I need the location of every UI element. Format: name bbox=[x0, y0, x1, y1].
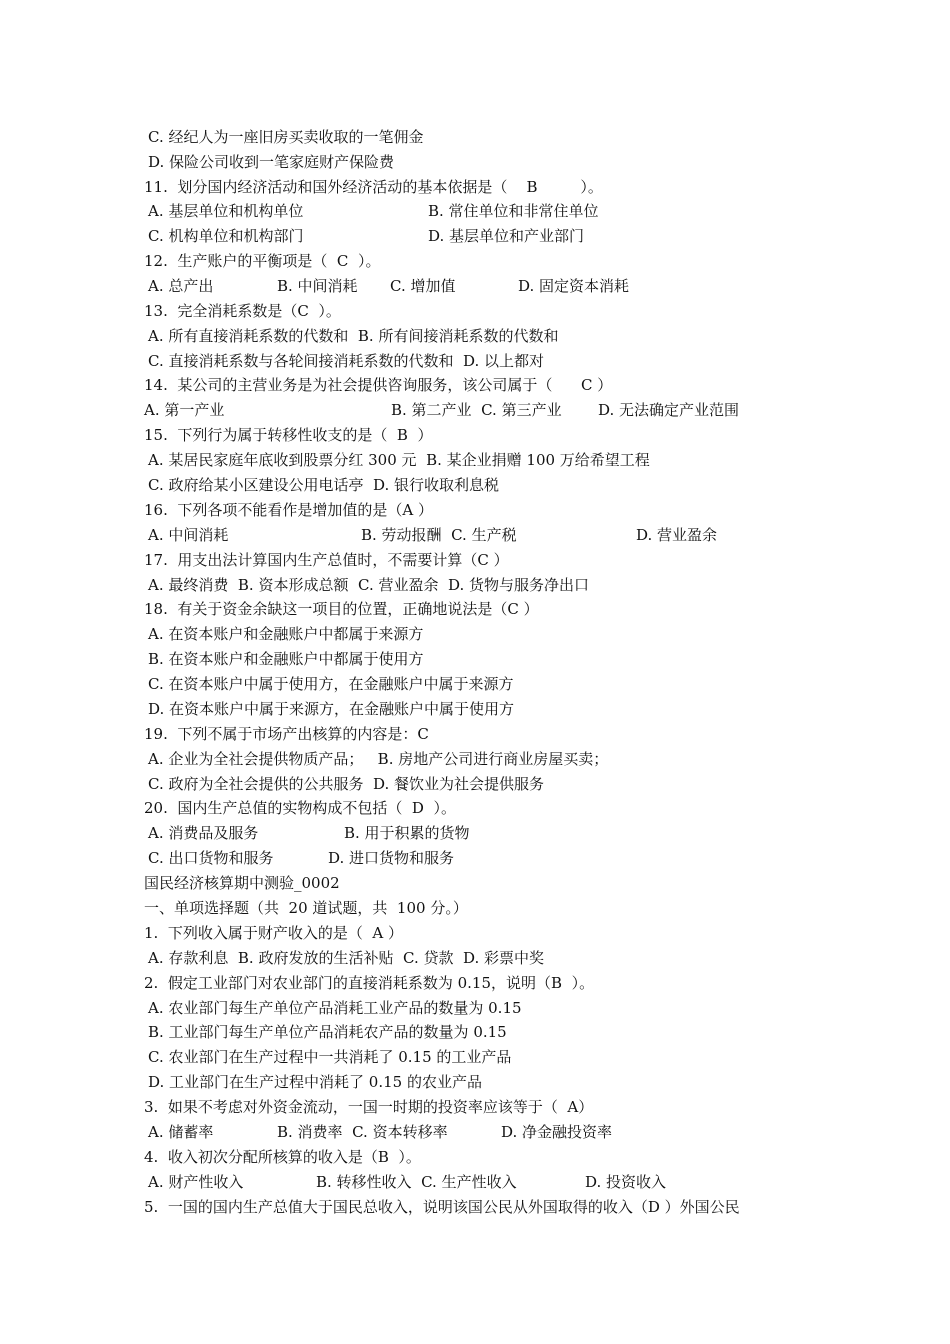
text-segment: B. 常住单位和非常住单位 bbox=[428, 202, 599, 220]
text-line: 19. 下列不属于市场产出核算的内容是：C bbox=[144, 725, 429, 743]
text-line bbox=[0, 1172, 950, 1192]
text-line: A. 企业为全社会提供物质产品； B. 房地产公司进行商业房屋买卖； bbox=[148, 750, 609, 768]
text-line: C. 农业部门在生产过程中一共消耗了 0.15 的工业产品 bbox=[148, 1048, 512, 1066]
text-segment: A. 财产性收入 bbox=[148, 1173, 244, 1191]
text-segment: C. 增加值 bbox=[390, 277, 456, 295]
text-line: A. 某居民家庭年底收到股票分红 300 元 B. 某企业捐赠 100 万给希望工程 bbox=[148, 451, 650, 469]
text-segment: B. 转移性收入 C. 生产性收入 bbox=[316, 1173, 517, 1191]
text-line bbox=[0, 525, 950, 545]
text-line: 14. 某公司的主营业务是为社会提供咨询服务，该公司属于（ C ） bbox=[144, 376, 613, 394]
text-segment: B. 中间消耗 bbox=[277, 277, 358, 295]
text-segment: D. 净金融投资率 bbox=[501, 1123, 613, 1141]
text-segment: B. 用于积累的货物 bbox=[344, 824, 470, 842]
text-segment: D. 固定资本消耗 bbox=[518, 277, 630, 295]
text-line bbox=[0, 848, 950, 868]
text-segment: D. 投资收入 bbox=[585, 1173, 667, 1191]
text-line: 一、单项选择题（共 20 道试题，共 100 分。） bbox=[144, 899, 468, 917]
text-line: 16. 下列各项不能看作是增加值的是（A ） bbox=[144, 501, 433, 519]
text-line: 4. 收入初次分配所核算的收入是（B ）。 bbox=[144, 1148, 421, 1166]
text-line: 3. 如果不考虑对外资金流动，一国一时期的投资率应该等于（ A） bbox=[144, 1098, 594, 1116]
text-line bbox=[0, 823, 950, 843]
text-line: B. 工业部门每生产单位产品消耗农产品的数量为 0.15 bbox=[148, 1023, 507, 1041]
text-line: 18. 有关于资金余缺这一项目的位置，正确地说法是（C ） bbox=[144, 600, 539, 618]
text-line: C. 政府为全社会提供的公共服务 D. 餐饮业为社会提供服务 bbox=[148, 775, 545, 793]
text-line: 13. 完全消耗系数是（C ）。 bbox=[144, 302, 341, 320]
text-line: 5. 一国的国内生产总值大于国民总收入，说明该国公民从外国取得的收入（D ）外国公民 bbox=[144, 1198, 740, 1216]
text-line: 国民经济核算期中测验_0002 bbox=[144, 874, 340, 892]
text-line: 12. 生产账户的平衡项是（ C ）。 bbox=[144, 252, 381, 270]
text-segment: A. 储蓄率 bbox=[148, 1123, 214, 1141]
text-segment: C. 出口货物和服务 bbox=[148, 849, 274, 867]
text-segment: D. 无法确定产业范围 bbox=[598, 401, 740, 419]
text-segment: C. 机构单位和机构部门 bbox=[148, 227, 304, 245]
text-line: 1. 下列收入属于财产收入的是（ A ） bbox=[144, 924, 403, 942]
text-line: 15. 下列行为属于转移性收支的是（ B ） bbox=[144, 426, 433, 444]
text-line: A. 农业部门每生产单位产品消耗工业产品的数量为 0.15 bbox=[148, 999, 522, 1017]
text-line: C. 直接消耗系数与各轮间接消耗系数的代数和 D. 以上都对 bbox=[148, 352, 545, 370]
text-line: D. 在资本账户中属于来源方，在金融账户中属于使用方 bbox=[148, 700, 515, 718]
text-segment: D. 进口货物和服务 bbox=[328, 849, 455, 867]
text-line: C. 经纪人为一座旧房买卖收取的一笔佣金 bbox=[148, 128, 424, 146]
text-line bbox=[0, 1122, 950, 1142]
text-segment: D. 营业盈余 bbox=[636, 526, 718, 544]
text-line: 11. 划分国内经济活动和国外经济活动的基本依据是（ B ）。 bbox=[144, 178, 603, 196]
text-line bbox=[0, 400, 950, 420]
text-line: C. 在资本账户中属于使用方，在金融账户中属于来源方 bbox=[148, 675, 514, 693]
text-segment: A. 第一产业 bbox=[144, 401, 225, 419]
text-line bbox=[0, 276, 950, 296]
text-line bbox=[0, 226, 950, 246]
text-line: B. 在资本账户和金融账户中都属于使用方 bbox=[148, 650, 424, 668]
text-segment: A. 消费品及服务 bbox=[148, 824, 259, 842]
text-line bbox=[0, 201, 950, 221]
text-segment: D. 基层单位和产业部门 bbox=[428, 227, 585, 245]
text-line: C. 政府给某小区建设公用电话亭 D. 银行收取利息税 bbox=[148, 476, 500, 494]
text-segment: A. 总产出 bbox=[148, 277, 214, 295]
text-segment: B. 消费率 C. 资本转移率 bbox=[277, 1123, 448, 1141]
text-segment: B. 第二产业 C. 第三产业 bbox=[391, 401, 562, 419]
text-segment: A. 基层单位和机构单位 bbox=[148, 202, 304, 220]
text-segment: B. 劳动报酬 C. 生产税 bbox=[361, 526, 517, 544]
text-line: D. 保险公司收到一笔家庭财产保险费 bbox=[148, 153, 395, 171]
text-line: 2. 假定工业部门对农业部门的直接消耗系数为 0.15，说明（B ）。 bbox=[144, 974, 595, 992]
text-line: A. 存款利息 B. 政府发放的生活补贴 C. 贷款 D. 彩票中奖 bbox=[148, 949, 545, 967]
text-line: 17. 用支出法计算国内生产总值时，不需要计算（C ） bbox=[144, 551, 509, 569]
text-segment: A. 中间消耗 bbox=[148, 526, 229, 544]
text-line: A. 在资本账户和金融账户中都属于来源方 bbox=[148, 625, 424, 643]
text-line: A. 最终消费 B. 资本形成总额 C. 营业盈余 D. 货物与服务净出口 bbox=[148, 576, 590, 594]
text-line: 20. 国内生产总值的实物构成不包括（ D ）。 bbox=[144, 799, 456, 817]
text-line: D. 工业部门在生产过程中消耗了 0.15 的农业产品 bbox=[148, 1073, 482, 1091]
text-line: A. 所有直接消耗系数的代数和 B. 所有间接消耗系数的代数和 bbox=[148, 327, 559, 345]
